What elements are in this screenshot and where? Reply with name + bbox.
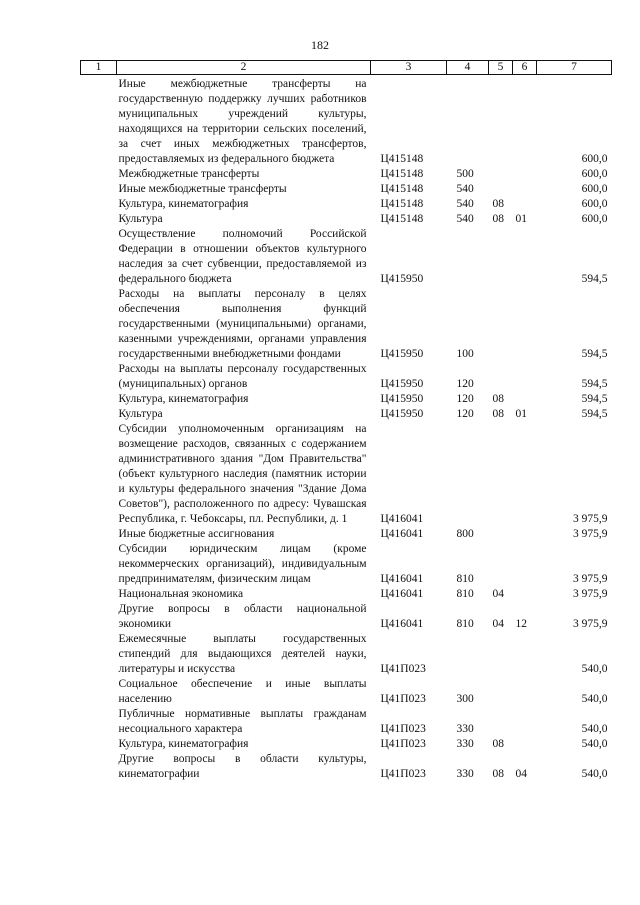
row-name: Культура, кинематография [118, 198, 249, 210]
table-row [81, 527, 612, 542]
row-pr [513, 77, 537, 167]
row-kvr: 540 [456, 213, 474, 225]
row-name: Субсидии уполномоченным организациям на возмещение расходов, связанных с содержанием административного здания "Дом Правительства" (объект культурного наследия (памятник истории и культуры федерального значения "Здание Дома Советов"), расположенного по адресу: Чувашская Республика, г. Чебоксары, пл. Республики, д. 1 [118, 423, 367, 525]
row-sum: 594,5 [581, 273, 608, 285]
row-kvr: 540 [456, 183, 474, 195]
row-pr [513, 182, 537, 197]
row-rz [489, 527, 513, 542]
row-sum: 600,0 [581, 168, 608, 180]
row-rz [489, 362, 513, 392]
row-rz [489, 227, 513, 287]
row-sum: 540,0 [581, 723, 608, 735]
row-sum: 540,0 [581, 768, 608, 780]
row-rz: 08 [492, 408, 504, 420]
row-rz [489, 77, 513, 167]
row-pr [513, 392, 537, 407]
row-name: Расходы на выплаты персоналу государственных (муниципальных) органов [118, 363, 367, 390]
table-row [81, 422, 612, 527]
row-name: Расходы на выплаты персоналу в целях обеспечения выполнения функций государственными (муниципальными) органами, казенными учреждениями, органами управления государственными внебюджетными фондами [118, 288, 367, 360]
table-row [81, 287, 612, 362]
row-kvr: 330 [456, 723, 474, 735]
row-code: Ц416041 [380, 528, 424, 540]
row-name: Ежемесячные выплаты государственных стипендий для выдающихся деятелей науки, литературы и искусства [118, 633, 367, 675]
row-sum: 3 975,9 [573, 513, 608, 525]
row-rz: 08 [492, 213, 504, 225]
row-name: Другие вопросы в области национальной экономики [118, 603, 367, 630]
row-code: Ц41П023 [380, 723, 426, 735]
table-row [81, 752, 612, 782]
row-sum: 600,0 [581, 198, 608, 210]
row-name: Национальная экономика [118, 588, 244, 600]
row-code: Ц41П023 [380, 738, 426, 750]
row-rz [489, 707, 513, 737]
table-header-row [81, 61, 612, 75]
row-kvr: 330 [456, 768, 474, 780]
row-code: Ц416041 [380, 588, 424, 600]
table-row [81, 167, 612, 182]
table-row [81, 587, 612, 602]
row-name: Осуществление полномочий Российской Федерации в отношении объектов культурного наследия за счет субвенции, предоставляемой из федерального бюджета [118, 228, 367, 285]
row-sum: 540,0 [581, 693, 608, 705]
row-rz: 08 [492, 393, 504, 405]
row-sum: 600,0 [581, 153, 608, 165]
row-rz: 04 [492, 618, 504, 630]
row-rz [489, 422, 513, 527]
row-kvr [447, 422, 489, 527]
table-row [81, 362, 612, 392]
row-code: Ц41П023 [380, 693, 426, 705]
row-pr [513, 737, 537, 752]
row-kvr: 120 [456, 393, 474, 405]
column-header: 5 [489, 61, 513, 75]
row-pr [513, 587, 537, 602]
table-row [81, 632, 612, 677]
row-sum: 600,0 [581, 213, 608, 225]
row-code: Ц416041 [380, 573, 424, 585]
row-code: Ц415148 [380, 213, 424, 225]
row-code: Ц416041 [380, 513, 424, 525]
row-pr: 12 [515, 618, 527, 630]
table-row [81, 737, 612, 752]
row-code: Ц415148 [380, 168, 424, 180]
table-row [81, 392, 612, 407]
row-sum: 3 975,9 [573, 528, 608, 540]
row-pr [513, 422, 537, 527]
row-code: Ц416041 [380, 618, 424, 630]
row-code: Ц415950 [380, 393, 424, 405]
column-header: 6 [513, 61, 537, 75]
row-kvr: 120 [456, 408, 474, 420]
row-pr [513, 287, 537, 362]
row-sum: 594,5 [581, 408, 608, 420]
row-rz [489, 182, 513, 197]
row-pr [513, 167, 537, 182]
row-pr [513, 632, 537, 677]
table-row [81, 227, 612, 287]
row-code: Ц415950 [380, 378, 424, 390]
row-code: Ц415148 [380, 183, 424, 195]
budget-table [80, 60, 612, 782]
column-header: 2 [117, 61, 371, 75]
column-header: 3 [371, 61, 447, 75]
row-name: Культура [118, 213, 163, 225]
row-pr [513, 527, 537, 542]
row-pr: 04 [515, 768, 527, 780]
row-code: Ц41П023 [380, 663, 426, 675]
row-name: Культура, кинематография [118, 393, 249, 405]
table-row [81, 602, 612, 632]
row-kvr: 300 [456, 693, 474, 705]
row-kvr [447, 227, 489, 287]
row-kvr: 330 [456, 738, 474, 750]
row-sum: 594,5 [581, 348, 608, 360]
row-sum: 540,0 [581, 663, 608, 675]
row-code: Ц41П023 [380, 768, 426, 780]
row-sum: 594,5 [581, 378, 608, 390]
row-name: Социальное обеспечение и иные выплаты населению [118, 678, 367, 705]
row-name: Иные межбюджетные трансферты на государственную поддержку лучших работников муниципальных учреждений культуры, находящихся на территории сельских поселений, за счет иных межбюджетных трансфертов, предоставляемых из федерального бюджета [118, 78, 367, 165]
row-rz: 04 [492, 588, 504, 600]
row-kvr [447, 77, 489, 167]
row-name: Другие вопросы в области культуры, кинематографии [118, 753, 367, 780]
row-name: Иные межбюджетные трансферты [118, 183, 287, 195]
page-number: 182 [311, 38, 329, 52]
table-row [81, 407, 612, 422]
row-sum: 600,0 [581, 183, 608, 195]
row-kvr: 800 [456, 528, 474, 540]
row-kvr: 810 [456, 573, 474, 585]
column-header: 4 [447, 61, 489, 75]
row-sum: 540,0 [581, 738, 608, 750]
table-row [81, 212, 612, 227]
row-rz: 08 [492, 198, 504, 210]
row-rz: 08 [492, 738, 504, 750]
row-code: Ц415950 [380, 348, 424, 360]
table-row [81, 77, 612, 167]
row-kvr: 120 [456, 378, 474, 390]
row-rz [489, 677, 513, 707]
table-row [81, 542, 612, 587]
row-sum: 594,5 [581, 393, 608, 405]
row-pr [513, 227, 537, 287]
row-kvr [447, 632, 489, 677]
row-pr [513, 362, 537, 392]
row-code: Ц415950 [380, 273, 424, 285]
row-name: Субсидии юридическим лицам (кроме некоммерческих организаций), индивидуальным предпринимателям, физическим лицам [118, 543, 367, 585]
row-rz [489, 542, 513, 587]
row-pr [513, 197, 537, 212]
row-kvr: 810 [456, 618, 474, 630]
table-row [81, 182, 612, 197]
row-pr [513, 707, 537, 737]
row-rz: 08 [492, 768, 504, 780]
column-header: 1 [81, 61, 117, 75]
row-kvr: 500 [456, 168, 474, 180]
row-code: Ц415148 [380, 153, 424, 165]
table-row [81, 707, 612, 737]
row-kvr: 540 [456, 198, 474, 210]
row-rz [489, 632, 513, 677]
row-kvr: 810 [456, 588, 474, 600]
row-pr [513, 677, 537, 707]
row-kvr: 100 [456, 348, 474, 360]
row-name: Иные бюджетные ассигнования [118, 528, 275, 540]
row-name: Культура [118, 408, 163, 420]
row-name: Межбюджетные трансферты [118, 168, 260, 180]
row-sum: 3 975,9 [573, 588, 608, 600]
row-sum: 3 975,9 [573, 618, 608, 630]
row-code: Ц415148 [380, 198, 424, 210]
row-code: Ц415950 [380, 408, 424, 420]
row-rz [489, 287, 513, 362]
table-row [81, 197, 612, 212]
row-pr: 01 [515, 213, 527, 225]
row-name: Культура, кинематография [118, 738, 249, 750]
row-pr [513, 542, 537, 587]
row-pr: 01 [515, 408, 527, 420]
row-sum: 3 975,9 [573, 573, 608, 585]
row-name: Публичные нормативные выплаты гражданам несоциального характера [118, 708, 367, 735]
table-row [81, 677, 612, 707]
row-rz [489, 167, 513, 182]
column-header: 7 [537, 61, 612, 75]
